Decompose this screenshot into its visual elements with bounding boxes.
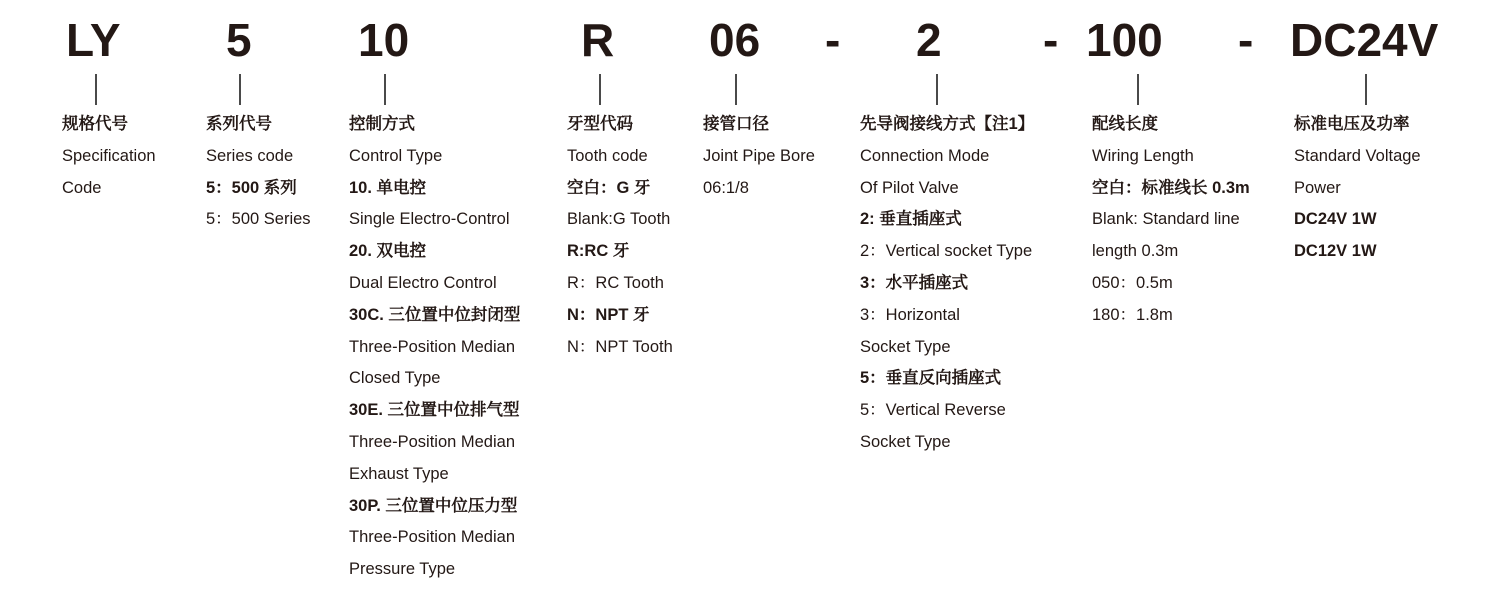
list-item: 3：水平插座式 — [860, 273, 969, 292]
list-item: Blank: Standard line — [1092, 210, 1240, 229]
list-item: Of Pilot Valve — [860, 178, 959, 197]
list-item: Single Electro-Control — [349, 210, 510, 229]
tick-control — [384, 74, 386, 105]
code-series: 5 — [226, 14, 252, 66]
column-title: 牙型代码 — [567, 115, 633, 133]
tick-series — [239, 74, 241, 105]
code-voltage: DC24V — [1290, 14, 1439, 66]
list-item: Three-Position Median — [349, 528, 515, 547]
tick-voltage — [1365, 74, 1367, 105]
list-item: 5：Vertical Reverse — [860, 401, 1006, 420]
list-item: 2：Vertical socket Type — [860, 242, 1033, 261]
list-item: R:RC 牙 — [567, 242, 630, 261]
list-item: Connection Mode — [860, 146, 990, 165]
list-item: 30C. 三位置中位封闭型 — [349, 305, 521, 324]
list-item: Series code — [206, 146, 294, 165]
list-item: 空白：标准线长 0.3m — [1092, 178, 1250, 197]
list-item: 2: 垂直插座式 — [860, 210, 962, 229]
tick-bore — [735, 74, 737, 105]
list-item: DC24V 1W — [1294, 210, 1377, 229]
column-title: 配线长度 — [1092, 115, 1158, 133]
list-item: Code — [62, 178, 102, 197]
code-wiring: 100 — [1086, 14, 1163, 66]
column-wiring — [1092, 109, 1250, 332]
list-item: 3：Horizontal — [860, 305, 960, 324]
list-item: N：NPT Tooth — [567, 337, 673, 356]
tick-tooth — [599, 74, 601, 105]
column-title: 先导阀接线方式【注1】 — [860, 115, 1035, 133]
column-control — [349, 109, 520, 586]
list-item: 5：垂直反向插座式 — [860, 369, 1002, 388]
list-item: Three-Position Median — [349, 432, 515, 451]
column-title: 控制方式 — [349, 115, 415, 133]
column-connection — [860, 109, 1034, 459]
list-item: Standard Voltage — [1294, 146, 1421, 165]
column-tooth — [567, 109, 673, 363]
tick-spec — [95, 74, 97, 105]
tick-wiring — [1137, 74, 1139, 105]
list-item: 20. 双电控 — [349, 242, 427, 261]
code-dash-3: - — [1238, 14, 1254, 66]
list-item: 30E. 三位置中位排气型 — [349, 401, 520, 420]
list-item: 06:1/8 — [703, 178, 749, 197]
list-item: Control Type — [349, 146, 443, 165]
list-item: Specification — [62, 146, 156, 165]
column-voltage — [1294, 109, 1421, 268]
column-title: 标准电压及功率 — [1294, 115, 1410, 133]
column-title: 系列代号 — [206, 115, 272, 133]
list-item: Tooth code — [567, 146, 648, 165]
list-item: Socket Type — [860, 337, 951, 356]
list-item: Joint Pipe Bore — [703, 146, 815, 165]
list-item: 050：0.5m — [1092, 273, 1173, 292]
list-item: 5：500 Series — [206, 210, 311, 229]
column-title: 规格代号 — [62, 115, 128, 133]
column-title: 接管口径 — [703, 115, 769, 133]
list-item: Power — [1294, 178, 1341, 197]
list-item: Closed Type — [349, 369, 441, 388]
column-spec — [62, 109, 156, 204]
tick-connection — [936, 74, 938, 105]
code-tooth: R — [581, 14, 615, 66]
list-item: Socket Type — [860, 432, 951, 451]
list-item: 5：500 系列 — [206, 178, 297, 197]
list-item: R：RC Tooth — [567, 273, 664, 292]
list-item: 10. 单电控 — [349, 178, 427, 197]
code-control: 10 — [358, 14, 410, 66]
list-item: 30P. 三位置中位压力型 — [349, 496, 518, 515]
list-item: Dual Electro Control — [349, 273, 497, 292]
code-dash-1: - — [825, 14, 841, 66]
list-item: Exhaust Type — [349, 464, 449, 483]
list-item: Blank:G Tooth — [567, 210, 671, 229]
list-item: 空白：G 牙 — [567, 178, 651, 197]
list-item: length 0.3m — [1092, 242, 1179, 261]
list-item: Three-Position Median — [349, 337, 515, 356]
code-ly: LY — [66, 14, 121, 66]
code-connection: 2 — [916, 14, 942, 66]
column-series — [206, 109, 311, 236]
list-item: 180：1.8m — [1092, 305, 1173, 324]
list-item: N：NPT 牙 — [567, 305, 650, 324]
column-bore — [703, 109, 815, 204]
list-item: Wiring Length — [1092, 146, 1194, 165]
code-dash-2: - — [1043, 14, 1059, 66]
code-bore: 06 — [709, 14, 761, 66]
list-item: Pressure Type — [349, 560, 456, 579]
list-item: DC12V 1W — [1294, 242, 1377, 261]
